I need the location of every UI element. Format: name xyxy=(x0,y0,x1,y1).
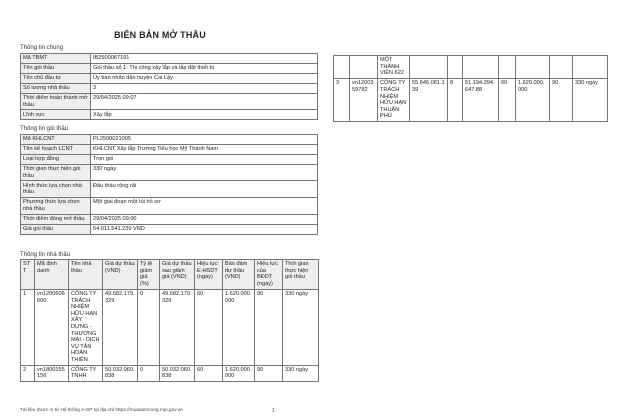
table-cell: 1.620.000.000 xyxy=(516,79,550,122)
table-row xyxy=(21,289,319,365)
package-info-label: Loại hợp đồng xyxy=(21,154,91,164)
table-cell: 49.682.179.329 xyxy=(103,289,138,365)
table-cell: 90 xyxy=(550,79,573,122)
table-cell xyxy=(550,56,573,79)
package-info-label: Thời gian thực hiện gói thầu xyxy=(21,164,91,181)
general-info-row xyxy=(21,83,318,93)
table-cell: 330 ngày xyxy=(573,79,608,122)
table-cell: 51.194.394.647.88 xyxy=(463,79,499,122)
bidders-header-cell: Tên nhà thầu xyxy=(69,260,103,290)
table-cell: 1 xyxy=(21,289,35,365)
table-row xyxy=(21,365,319,382)
package-info-row xyxy=(21,164,318,181)
bidders-header-cell: Hiệu lực của BĐDT (ngày) xyxy=(255,260,283,290)
general-info-row xyxy=(21,93,318,110)
package-info-row xyxy=(21,181,318,198)
bidders-header-cell: Giá dự thầu (VND) xyxy=(103,260,138,290)
table-cell: CÔNG TY TRÁCH NHIỆM HỮU HẠN THUẬN PHÚ xyxy=(378,79,410,122)
bidders-header-cell: Hiệu lực E-HSDT (ngày) xyxy=(195,260,223,290)
general-info-label: Lĩnh vực xyxy=(21,110,91,120)
package-info-value: Đấu thầu rộng rãi xyxy=(91,181,318,198)
table-cell: 3 xyxy=(334,79,350,122)
table-cell xyxy=(499,56,516,79)
bidders-header-cell: STT xyxy=(21,260,35,290)
table-cell: 330 ngày xyxy=(283,289,319,365)
bidders-header-cell: Mã định danh xyxy=(35,260,69,290)
general-info-label: Mã TBMT xyxy=(21,54,91,64)
table-cell xyxy=(573,56,608,79)
package-info-label: Mã KHLCNT xyxy=(21,135,91,145)
page-number: 1 xyxy=(272,408,275,414)
table-cell xyxy=(463,56,499,79)
package-info-label: Phương thức lựa chọn nhà thầu xyxy=(21,198,91,215)
table-cell: 2 xyxy=(21,365,35,382)
table-cell: 330 ngày xyxy=(283,365,319,382)
table-cell: 1.620.000.000 xyxy=(223,289,255,365)
package-info-label: Tên kế hoạch LCNT xyxy=(21,144,91,154)
package-info-row xyxy=(21,135,318,145)
table-cell: vn1200359782 xyxy=(350,79,378,122)
table-cell: 1.620.000.000 xyxy=(223,365,255,382)
package-info-value: Trọn gói xyxy=(91,154,318,164)
table-cell: vn1200606600 xyxy=(35,289,69,365)
general-info-row xyxy=(21,54,318,64)
package-info-label: Thời điểm đóng mở thầu xyxy=(21,214,91,224)
package-info-row xyxy=(21,198,318,215)
general-info-value: IB2500067191 xyxy=(91,54,318,64)
package-info-title: Thông tin gói thầu xyxy=(20,126,69,132)
bidders-header-cell: Giá dự thầu sau giảm giá (VND) xyxy=(160,260,195,290)
general-info-label: Thời điểm hoàn thành mở thầu xyxy=(21,93,91,110)
general-info-label: Tên chủ đầu tư xyxy=(21,73,91,83)
footer-note: Tài liệu được in từ Hệ thống e-GP tại địa chỉ https://muasamcong.mpi.gov.vn xyxy=(20,408,183,413)
table-cell: 90 xyxy=(255,289,283,365)
bidders-header-cell: Bảo đảm dự thầu (VND) xyxy=(223,260,255,290)
table-cell xyxy=(350,56,378,79)
table-cell: 50.032.060.838 xyxy=(160,365,195,382)
table-cell: 90 xyxy=(255,365,283,382)
table-cell: 8 xyxy=(448,79,463,122)
package-info-label: Giá gói thầu xyxy=(21,224,91,234)
bidders-header-cell: Thời gian thực hiện gói thầu xyxy=(283,260,319,290)
table-cell: CÔNG TY TRÁCH NHIỆM HỮU HẠN XÂY DỰNG - THƯƠNG MẠI - DỊCH VỤ TÂN HOÀN THIỆN xyxy=(69,289,103,365)
table-cell: 55.646.081.139 xyxy=(410,79,448,122)
package-info-row xyxy=(21,224,318,234)
document-title: BIÊN BẢN MỞ THẦU xyxy=(114,30,206,40)
package-info-row xyxy=(21,214,318,224)
general-info-label: Tên gói thầu xyxy=(21,63,91,73)
bidders-title: Thông tin nhà thầu xyxy=(20,252,71,258)
package-info-value: 29/04/2025 09:00 xyxy=(91,214,318,224)
general-info-row xyxy=(21,73,318,83)
table-cell: 50.032.060.838 xyxy=(103,365,138,382)
package-info-row xyxy=(21,154,318,164)
table-cell: MỘT THÀNH VIÊN 622 xyxy=(378,56,410,79)
table-cell: vn1800155156 xyxy=(35,365,69,382)
general-info-value: 29/04/2025 09:07 xyxy=(91,93,318,110)
package-info-table xyxy=(20,134,318,235)
general-info-value: Ủy ban nhân dân huyện Cai Lậy xyxy=(91,73,318,83)
table-cell: 0 xyxy=(138,289,160,365)
table-cell xyxy=(448,56,463,79)
package-info-value: KHLCNT Xây lắp Trường Tiểu học Mỹ Thành Nam xyxy=(91,144,318,154)
bidders-table-continued xyxy=(333,55,608,122)
general-info-row xyxy=(21,110,318,120)
table-cell: 0 xyxy=(138,365,160,382)
table-cell xyxy=(334,56,350,79)
package-info-row xyxy=(21,144,318,154)
general-info-value: Gói thầu số 1: Thi công xây lắp và lắp đặt thiết bị xyxy=(91,63,318,73)
table-cell xyxy=(516,56,550,79)
table-cell: 49.682.179.329 xyxy=(160,289,195,365)
table-cell: 60 xyxy=(499,79,516,122)
general-info-label: Số lượng nhà thầu xyxy=(21,83,91,93)
table-row-continued xyxy=(334,56,608,79)
general-info-row xyxy=(21,63,318,73)
bidders-header-cell: Tỷ lệ giảm giá (%) xyxy=(138,260,160,290)
table-cell: 60 xyxy=(195,289,223,365)
package-info-value: PL2500021005 xyxy=(91,135,318,145)
package-info-value: 54.011.541.239 VND xyxy=(91,224,318,234)
general-info-value: Xây lắp xyxy=(91,110,318,120)
general-info-value: 3 xyxy=(91,83,318,93)
table-row xyxy=(334,79,608,122)
table-cell: CÔNG TY TNHH xyxy=(69,365,103,382)
package-info-value: 330 ngày xyxy=(91,164,318,181)
package-info-value: Một giai đoạn một túi hồ sơ xyxy=(91,198,318,215)
bidders-table xyxy=(20,259,319,382)
table-cell: 60 xyxy=(195,365,223,382)
package-info-label: Hình thức lựa chọn nhà thầu xyxy=(21,181,91,198)
general-info-table xyxy=(20,53,318,120)
table-cell xyxy=(410,56,448,79)
general-info-title: Thông tin chung xyxy=(20,45,64,51)
